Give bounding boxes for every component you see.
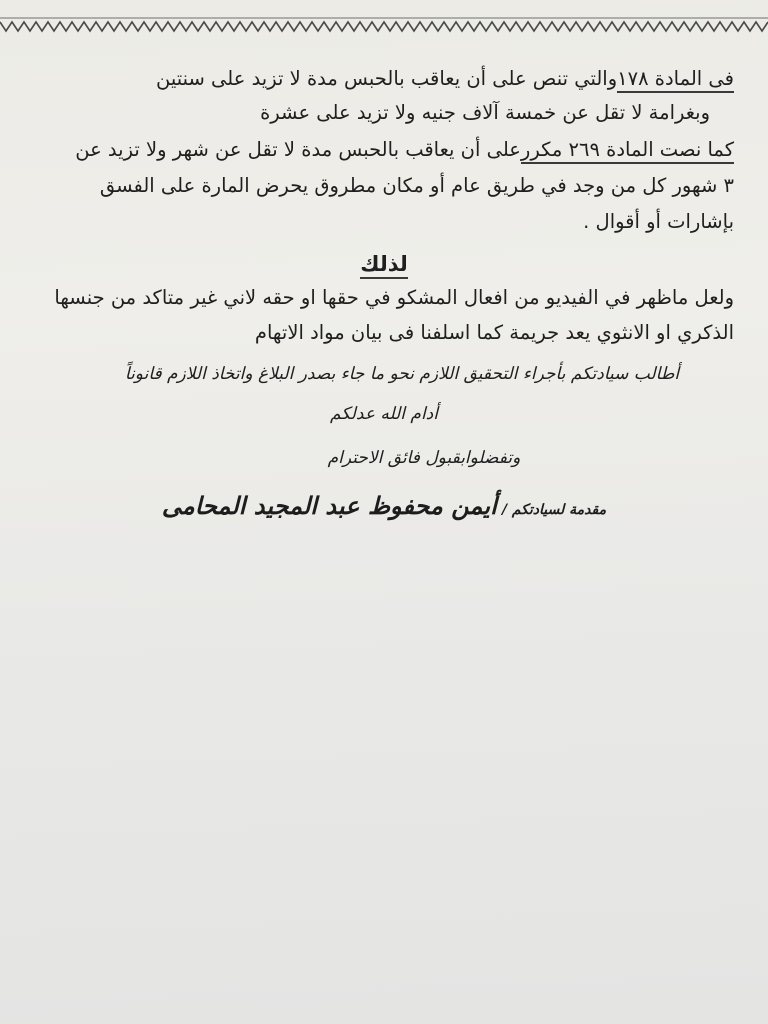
- paragraph1-line1: [156, 66, 734, 92]
- paragraph2-line1-text: على أن يعاقب بالحبس مدة لا تقل عن شهر ولا تزيد عن: [75, 138, 521, 161]
- paragraph1-line1-text: والتي تنص على أن يعاقب بالحبس مدة لا تزيد على سنتين: [156, 67, 618, 90]
- closing-regards: وتفضلوابقبول فائق الاحترام: [327, 448, 521, 468]
- investigation-request: أطالب سيادتكم بأجراء التحقيق اللازم نحو ما جاء بصدر البلاغ واتخاذ اللازم قانوناً: [124, 364, 680, 384]
- paragraph2-line3: بإشارات أو أقوال .: [583, 210, 734, 233]
- article-178-reference: فى المادة ١٧٨: [617, 67, 734, 93]
- heading-text: لذلك: [360, 252, 407, 279]
- paragraph3-line1: ولعل ماظهر في الفيديو من افعال المشكو في حقها او حقه لاني غير متاكد من جنسها: [54, 286, 734, 309]
- paragraph3-line2: الذكري او الانثوي يعد جريمة كما اسلفنا فى بيان مواد الاتهام: [254, 321, 734, 344]
- article-269-reference: كما نصت المادة ٢٦٩ مكرر: [521, 138, 734, 164]
- signature-name: أيمن محفوظ عبد المجيد المحامى: [161, 491, 497, 520]
- paragraph1-line2: وبغرامة لا تقل عن خمسة آلاف جنيه ولا تزيد على عشرة: [260, 101, 710, 124]
- paragraph2-line1: [75, 137, 734, 163]
- top-zigzag-border: [0, 14, 768, 36]
- closing-prayer: أدام الله عدلكم: [330, 404, 438, 424]
- section-heading: [0, 252, 768, 276]
- signature-line: [0, 491, 768, 520]
- signature-prefix: مقدمة لسيادتكم /: [501, 502, 607, 518]
- paragraph2-line2: ٣ شهور كل من وجد في طريق عام أو مكان مطروق يحرض المارة على الفسق: [99, 174, 734, 197]
